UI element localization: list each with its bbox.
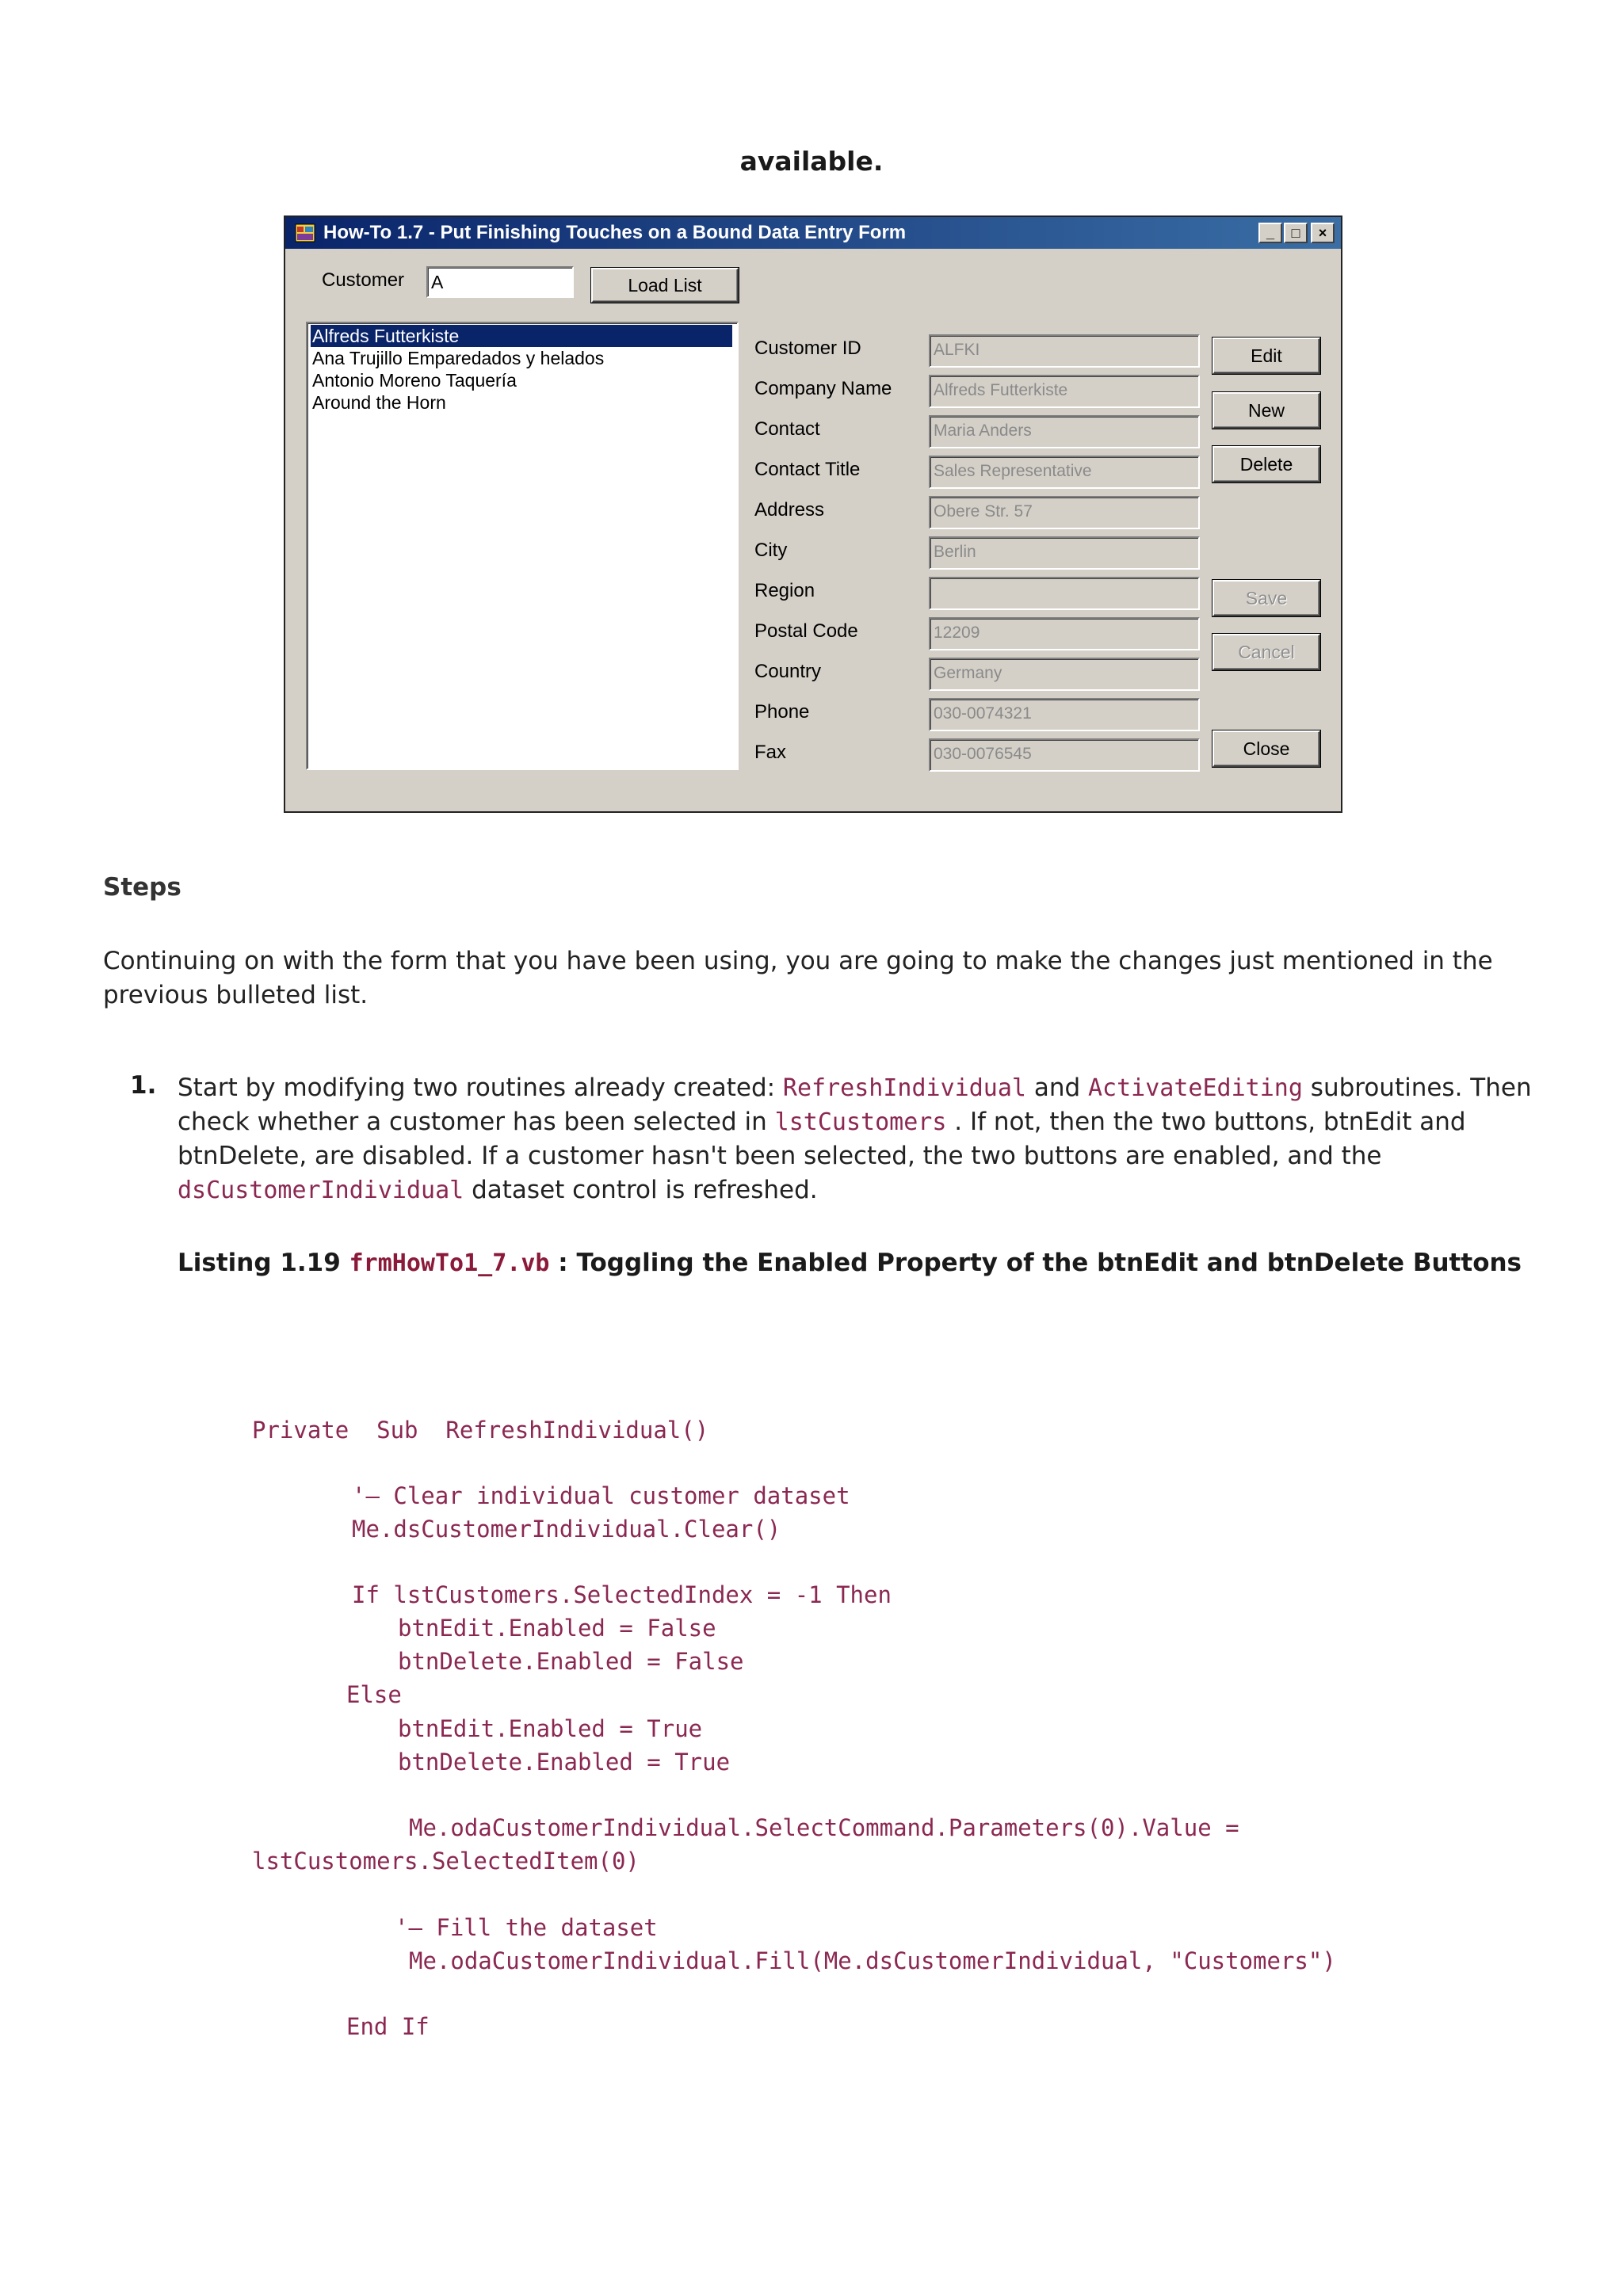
contact-field[interactable]: Maria Anders [929,415,1200,448]
step-number: 1. [130,1071,157,1100]
load-list-button[interactable]: Load List [591,268,739,303]
country-field[interactable]: Germany [929,658,1200,691]
maximize-button[interactable]: □ [1284,223,1308,243]
code-line: lstCustomers.SelectedItem(0) [252,1848,640,1875]
contact-title-field[interactable]: Sales Representative [929,456,1200,489]
inline-code: lstCustomers [774,1108,947,1136]
listing-prefix: Listing 1.19 [178,1249,349,1277]
step-text: and [1025,1074,1088,1102]
region-field[interactable] [929,577,1200,610]
minimize-button[interactable]: _ [1258,223,1282,243]
code-line: btnDelete.Enabled = False [398,1648,744,1675]
code-line: Me.odaCustomerIndividual.SelectCommand.Parameters(0).Value = [409,1814,1239,1841]
list-item[interactable]: Alfreds Futterkiste [311,325,732,347]
code-line: Me.odaCustomerIndividual.Fill(Me.dsCustomerIndividual, "Customers") [409,1947,1336,1974]
inline-code: dsCustomerIndividual [178,1177,464,1204]
field-label: Contact [754,418,820,440]
window-title: How-To 1.7 - Put Finishing Touches on a Bound Data Entry Form [323,222,907,243]
delete-button[interactable]: Delete [1212,446,1320,482]
close-button[interactable]: Close [1212,730,1320,767]
new-button[interactable]: New [1212,392,1320,429]
field-label: Address [754,499,825,521]
city-field[interactable]: Berlin [929,536,1200,570]
step-text: Start by modifying two routines already created: [178,1074,783,1102]
code-line: Me.dsCustomerIndividual.Clear() [352,1516,781,1543]
inline-code: ActivateEditing [1088,1074,1303,1102]
listing-caption [178,1245,1541,1281]
form-screenshot [284,215,1342,813]
inline-code: RefreshIndividual [782,1074,1026,1102]
top-text: available. [739,146,884,177]
field-label: Postal Code [754,620,858,642]
field-label: Country [754,661,822,682]
code-line: '— Clear individual customer dataset [352,1482,850,1509]
step-text: subroutines. Then check whether a customer has been selected in [178,1074,1532,1136]
phone-field[interactable]: 030-0074321 [929,698,1200,731]
code-line: btnEdit.Enabled = False [398,1615,716,1642]
listing-suffix: : Toggling the Enabled Property of the btnEdit and btnDelete Buttons [549,1249,1522,1277]
field-label: Customer ID [754,338,861,359]
field-label: Company Name [754,378,892,399]
customer-id-field[interactable]: ALFKI [929,334,1200,368]
field-label: Region [754,580,815,601]
code-line: Else [346,1681,402,1708]
customer-label: Customer [322,269,405,291]
postal-code-field[interactable]: 12209 [929,617,1200,650]
step-text: dataset control is refreshed. [464,1176,818,1204]
intro-paragraph: Continuing on with the form that you have been using, you are going to make the changes just mentioned in the previous bulleted list. [103,947,1493,1009]
app-icon [295,223,315,242]
list-item[interactable]: Ana Trujillo Emparedados y helados [312,348,605,368]
steps-heading: Steps [103,873,181,902]
code-line: '— Fill the dataset [395,1914,658,1941]
field-label: Contact Title [754,459,861,480]
step-1-text [178,1071,1533,1207]
close-window-button[interactable]: × [1311,223,1335,243]
code-line: End If [346,2013,430,2040]
address-field[interactable]: Obere Str. 57 [929,496,1200,529]
list-item[interactable]: Around the Horn [312,392,446,413]
list-item[interactable]: Antonio Moreno Taquería [312,370,517,391]
customer-listbox[interactable] [306,322,739,770]
field-label: Phone [754,701,810,723]
listing-filename: frmHowTo1_7.vb [349,1249,550,1277]
field-label: City [754,540,788,561]
code-line: btnEdit.Enabled = True [398,1715,703,1742]
cancel-button[interactable]: Cancel [1212,634,1320,670]
title-bar [285,217,1341,249]
step-text: . If not, then the two buttons, btnEdit and btnDelete, are disabled. If a customer hasn't been selected, the two buttons are enabled, and the [178,1108,1466,1170]
code-line: If lstCustomers.SelectedIndex = -1 Then [352,1581,892,1608]
edit-button[interactable]: Edit [1212,338,1320,374]
customer-filter-input[interactable]: A [426,266,574,298]
save-button[interactable]: Save [1212,580,1320,616]
fax-field[interactable]: 030-0076545 [929,738,1200,772]
code-line: btnDelete.Enabled = True [398,1749,731,1775]
field-label: Fax [754,742,787,763]
company-name-field[interactable]: Alfreds Futterkiste [929,375,1200,408]
code-line: Private Sub RefreshIndividual() [252,1417,709,1444]
